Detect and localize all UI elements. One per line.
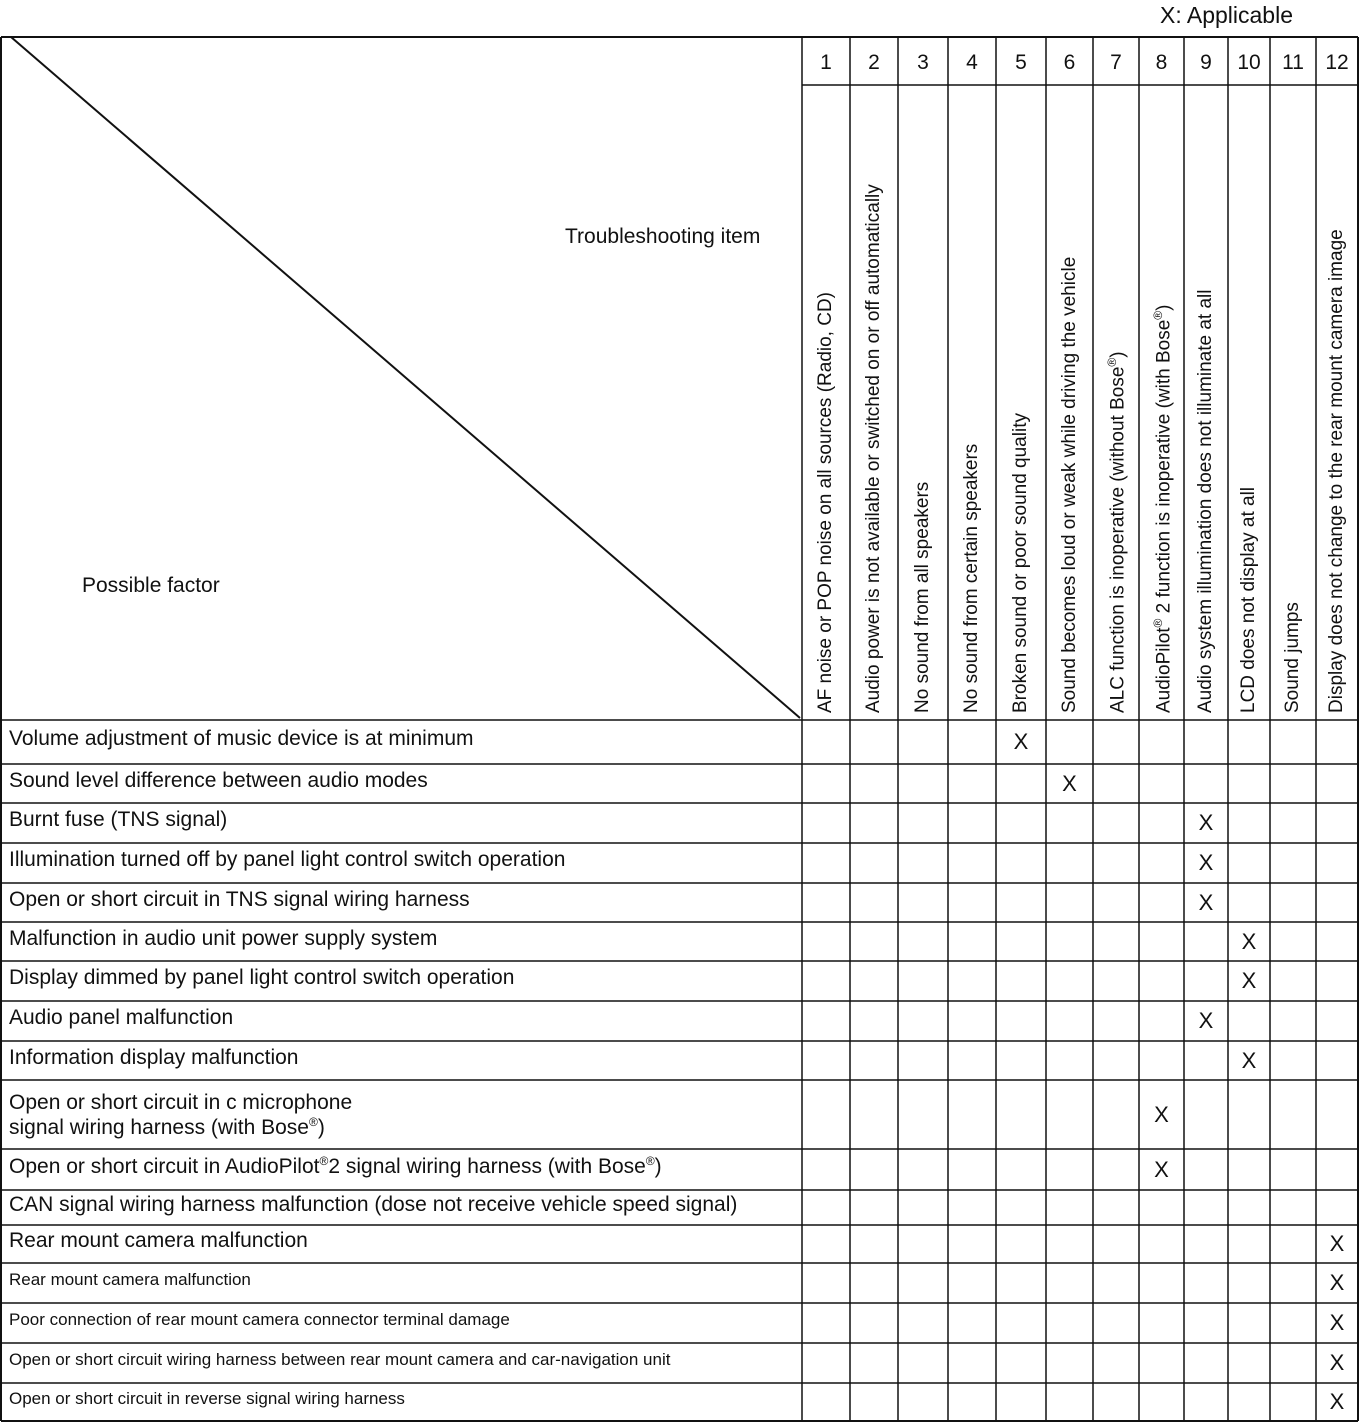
row-factor-label: Open or short circuit in reverse signal wiring harness bbox=[9, 1388, 405, 1408]
applicable-mark: X bbox=[1329, 1350, 1345, 1375]
row-factor-label: Sound level difference between audio modes bbox=[9, 768, 428, 792]
applicable-mark: X bbox=[1198, 850, 1214, 875]
applicable-mark: X bbox=[1198, 889, 1214, 915]
column-number-9: 9 bbox=[1200, 51, 1212, 74]
row-factor-label: Display dimmed by panel light control switch operation bbox=[9, 966, 515, 990]
column-number-11: 11 bbox=[1282, 51, 1304, 74]
row-factor-label: Illumination turned off by panel light control switch operation bbox=[9, 848, 566, 872]
column-number-8: 8 bbox=[1155, 51, 1168, 74]
row-factor-label: Open or short circuit in TNS signal wiring harness bbox=[9, 887, 470, 911]
legend-applicable: X: Applicable bbox=[1160, 2, 1293, 28]
row-factor-label: Rear mount camera malfunction bbox=[9, 1269, 251, 1289]
applicable-mark: X bbox=[1198, 810, 1214, 835]
column-number-10: 10 bbox=[1237, 51, 1261, 74]
row-factor-label: Open or short circuit wiring harness between rear mount camera and car-navigation unit bbox=[9, 1349, 671, 1369]
applicable-mark: X bbox=[1154, 1101, 1169, 1127]
applicable-mark: X bbox=[1329, 1310, 1345, 1335]
column-label-9: Audio system illumination does not illuminate at all bbox=[1195, 289, 1216, 713]
row-factor-label: CAN signal wiring harness malfunction (dose not receive vehicle speed signal) bbox=[9, 1192, 738, 1216]
applicable-mark: X bbox=[1154, 1156, 1169, 1182]
row-factor-label: Open or short circuit in c microphone signal wiring harness (with Bose®) bbox=[9, 1091, 353, 1140]
column-label-6: Sound becomes loud or weak while driving the vehicle bbox=[1058, 256, 1080, 713]
applicable-mark: X bbox=[1198, 1008, 1214, 1033]
column-label-10: LCD does not display at all bbox=[1238, 486, 1259, 713]
column-label-3: No sound from all speakers bbox=[912, 481, 933, 713]
column-number-7: 7 bbox=[1110, 51, 1122, 74]
column-label-12: Display does not change to the rear mount camera image bbox=[1326, 229, 1347, 713]
corner-diagonal-line bbox=[11, 37, 800, 718]
row-factor-label: Volume adjustment of music device is at minimum bbox=[9, 727, 474, 751]
applicable-mark: X bbox=[1329, 1270, 1345, 1295]
row-factor-label: Rear mount camera malfunction bbox=[9, 1229, 308, 1253]
applicable-mark: X bbox=[1241, 968, 1257, 993]
column-label-5: Broken sound or poor sound quality bbox=[1010, 413, 1031, 713]
applicable-mark: X bbox=[1062, 770, 1077, 796]
column-number-2: 2 bbox=[868, 51, 880, 74]
column-number-6: 6 bbox=[1063, 51, 1076, 74]
row-factor-label: Malfunction in audio unit power supply system bbox=[9, 926, 438, 950]
column-number-4: 4 bbox=[966, 51, 978, 74]
column-number-12: 12 bbox=[1325, 51, 1349, 74]
applicable-mark: X bbox=[1241, 1047, 1257, 1073]
applicable-mark: X bbox=[1241, 928, 1257, 954]
column-label-4: No sound from certain speakers bbox=[961, 443, 982, 713]
column-label-7: ALC function is inoperative (without Bose®) bbox=[1105, 351, 1129, 713]
column-number-5: 5 bbox=[1015, 51, 1027, 74]
column-label-2: Audio power is not available or switched on or off automatically bbox=[863, 184, 884, 713]
possible-factor-label: Possible factor bbox=[82, 574, 220, 597]
applicable-mark: X bbox=[1013, 729, 1029, 754]
column-label-8: AudioPilot® 2 function is inoperative (with Bose®) bbox=[1150, 304, 1174, 713]
row-factor-label: Audio panel malfunction bbox=[9, 1006, 234, 1030]
column-label-11: Sound jumps bbox=[1282, 602, 1303, 713]
column-number-3: 3 bbox=[917, 51, 929, 74]
column-label-1: AF noise or POP noise on all sources (Radio, CD) bbox=[815, 292, 836, 713]
applicable-mark: X bbox=[1329, 1231, 1345, 1256]
column-number-1: 1 bbox=[820, 51, 832, 74]
row-factor-label: Poor connection of rear mount camera connector terminal damage bbox=[9, 1309, 510, 1329]
troubleshooting-item-label: Troubleshooting item bbox=[565, 225, 761, 248]
row-factor-label: Open or short circuit in AudioPilot®2 signal wiring harness (with Bose®) bbox=[9, 1153, 662, 1178]
applicable-mark: X bbox=[1329, 1389, 1345, 1414]
row-factor-label: Information display malfunction bbox=[9, 1045, 299, 1069]
row-factor-label: Burnt fuse (TNS signal) bbox=[9, 808, 228, 832]
